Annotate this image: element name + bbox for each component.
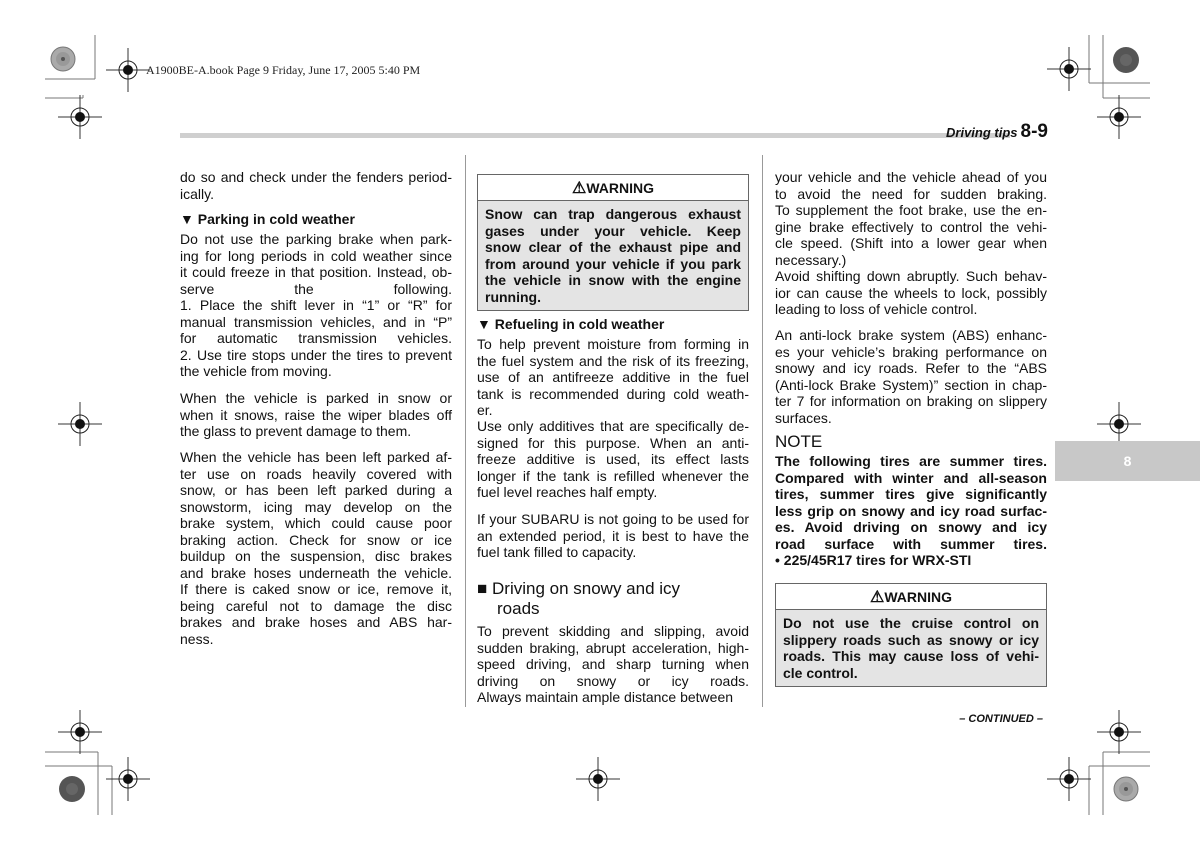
text-line: signed for this purpose. When an anti- <box>477 434 749 451</box>
text-line: ness. <box>180 630 214 647</box>
text-line: es your vehicle’s braking performance on <box>775 343 1047 360</box>
continued-label: – CONTINUED – <box>959 713 1043 725</box>
paragraph <box>477 418 749 501</box>
text-line: and brake hoses underneath the vehicle. <box>180 564 452 581</box>
chapter-tab: 8 <box>1055 441 1200 481</box>
warning-label: WARNING <box>884 588 952 605</box>
text-line: ter use on roads heavily covered with <box>180 465 452 482</box>
warning-header <box>478 175 748 201</box>
paragraph <box>180 231 452 380</box>
paragraph <box>180 169 452 202</box>
text-line: Do not use the cruise control on <box>783 615 1039 631</box>
text-line: to avoid the need for sudden braking. <box>775 185 1047 202</box>
subheading-refueling: ▼ Refueling in cold weather <box>477 316 665 332</box>
text-line: serve the following. <box>180 280 452 297</box>
text-line: (Anti-lock Brake System)” section in chap- <box>775 376 1047 393</box>
text-line: fuel level reaches half empty. <box>477 484 658 500</box>
text-line: for automatic transmission vehicles. <box>180 330 452 346</box>
text-line: snowstorm, icing may develop on the <box>180 498 452 515</box>
text-line: surfaces. <box>775 409 832 426</box>
text-line: driving on snowy or icy roads. <box>477 672 749 689</box>
warning-text <box>485 206 741 305</box>
text-line: freeze additive is used, its effect lasts <box>477 451 749 467</box>
warning-triangle-icon: ⚠ <box>571 179 587 197</box>
text-line: longer if the tank is refilled whenever the <box>477 467 749 484</box>
running-header <box>946 121 1048 143</box>
text-line: braking action. Check for snow or ice <box>180 531 452 548</box>
text-line: from around your vehicle if you park <box>485 255 741 272</box>
text-line: snowy and icy roads. Refer to the “ABS <box>775 360 1047 376</box>
note-text <box>775 453 1047 569</box>
text-line: tank is recommended during cold weath- <box>477 385 749 402</box>
note-label: NOTE <box>775 432 823 451</box>
text-line: Avoid shifting down abruptly. Such behav- <box>775 268 1047 284</box>
text-line: being careful not to damage the disc <box>180 597 452 614</box>
text-line: an extended period, it is best to have the <box>477 527 749 544</box>
text-line: buildup on the suspension, disc brakes <box>180 548 452 564</box>
paragraph <box>775 327 1047 426</box>
text-line: your vehicle and the vehicle ahead of you <box>775 169 1047 185</box>
text-line: The following tires are summer tires. <box>775 453 1047 469</box>
section-heading-line: Driving on snowy and icy <box>492 579 681 598</box>
text-line: Always maintain ample distance between <box>477 689 734 705</box>
text-line: 2. Use tire stops under the tires to prevent <box>180 346 452 363</box>
text-line: use of an antifreeze additive in the fuel <box>477 369 749 385</box>
paragraph <box>775 169 1047 318</box>
text-line: snow clear of the exhaust pipe and <box>485 239 741 255</box>
text-line: the vehicle in snow with the engine <box>485 272 741 288</box>
text-line: ter 7 for information on braking on slippery <box>775 393 1047 409</box>
text-line: cle speed. (Shift into a lower gear when <box>775 235 1047 251</box>
text-line: When the vehicle has been left parked af- <box>180 449 452 465</box>
square-bullet-icon: ■ <box>477 579 488 598</box>
text-line: Compared with winter and all-season <box>775 469 1047 486</box>
text-line: do so and check under the fenders period- <box>180 169 452 185</box>
column-divider <box>762 155 763 707</box>
paragraph <box>180 390 452 440</box>
text-line: To prevent skidding and slipping, avoid <box>477 623 749 639</box>
text-line: brake system, which could cause poor <box>180 515 452 531</box>
text-line: ior can cause the wheels to lock, possibly <box>775 284 1047 301</box>
text-line: er. <box>477 402 493 418</box>
warning-triangle-icon: ⚠ <box>869 588 885 606</box>
text-line: ing for long periods in cold weather since <box>180 247 452 264</box>
column-divider <box>465 155 466 707</box>
text-line: when it snows, raise the wiper blades off <box>180 406 452 423</box>
text-line: roads. This may cause loss of vehi- <box>783 648 1039 664</box>
text-line: tires, summer tires give significantly <box>775 486 1047 502</box>
warning-text <box>783 615 1039 681</box>
warning-label: WARNING <box>586 179 654 196</box>
text-line: If there is caked snow or ice, remove it, <box>180 581 452 597</box>
paragraph <box>477 336 749 419</box>
text-line: 1. Place the shift lever in “1” or “R” for <box>180 297 452 313</box>
text-line: running. <box>485 288 541 305</box>
text-line: road surface with summer tires. <box>775 535 1047 552</box>
paragraph <box>477 511 749 561</box>
text-line: If your SUBARU is not going to be used for <box>477 511 749 527</box>
subheading-parking: ▼ Parking in cold weather <box>180 211 355 227</box>
text-line: brakes and brake hoses and ABS har- <box>180 614 452 630</box>
text-line: es. Avoid driving on snowy and icy <box>775 519 1047 535</box>
warning-box <box>775 583 1047 687</box>
text-line: Do not use the parking brake when park- <box>180 231 452 247</box>
text-line: Use only additives that are specifically de- <box>477 418 749 434</box>
text-line: the glass to prevent damage to them. <box>180 423 412 439</box>
text-line: necessary.) <box>775 251 847 268</box>
text-line: the fuel system and the risk of its freezing, <box>477 352 749 369</box>
text-line: it could freeze in that position. Instead, ob- <box>180 264 452 280</box>
warning-box <box>477 174 749 311</box>
file-header: A1900BE-A.book Page 9 Friday, June 17, 2005 5:40 PM <box>146 63 421 77</box>
section-heading <box>477 579 680 619</box>
text-line: sudden braking, abrupt acceleration, high- <box>477 639 749 656</box>
warning-header <box>776 584 1046 610</box>
text-line: • 225/45R17 tires for WRX-STI <box>775 552 972 568</box>
text-line: leading to loss of vehicle control. <box>775 301 978 317</box>
text-line: the vehicle from moving. <box>180 363 332 379</box>
text-line: Snow can trap dangerous exhaust <box>485 206 741 222</box>
text-line: gine brake effectively to control the vehi- <box>775 218 1047 235</box>
text-line: To supplement the foot brake, use the en- <box>775 202 1047 218</box>
text-line: cle control. <box>783 664 858 681</box>
paragraph <box>477 623 749 706</box>
section-title: Driving tips <box>946 125 1018 140</box>
text-line: When the vehicle is parked in snow or <box>180 390 452 406</box>
text-line: snow, or has been left parked during a <box>180 482 452 498</box>
text-line: slippery roads such as snowy or icy <box>783 631 1039 648</box>
header-rule <box>180 133 1010 138</box>
page-number: 8-9 <box>1020 121 1048 142</box>
text-line: An anti-lock brake system (ABS) enhanc- <box>775 327 1047 343</box>
text-line: speed driving, and sharp turning when <box>477 656 749 672</box>
section-heading-line: roads <box>497 599 540 618</box>
text-line: ically. <box>180 185 214 202</box>
text-line: gases under your vehicle. Keep <box>485 222 741 239</box>
text-line: To help prevent moisture from forming in <box>477 336 749 352</box>
paragraph <box>180 449 452 647</box>
text-line: manual transmission vehicles, and in “P” <box>180 313 452 330</box>
text-line: fuel tank filled to capacity. <box>477 544 637 560</box>
text-line: less grip on snowy and icy road surfac- <box>775 502 1047 519</box>
